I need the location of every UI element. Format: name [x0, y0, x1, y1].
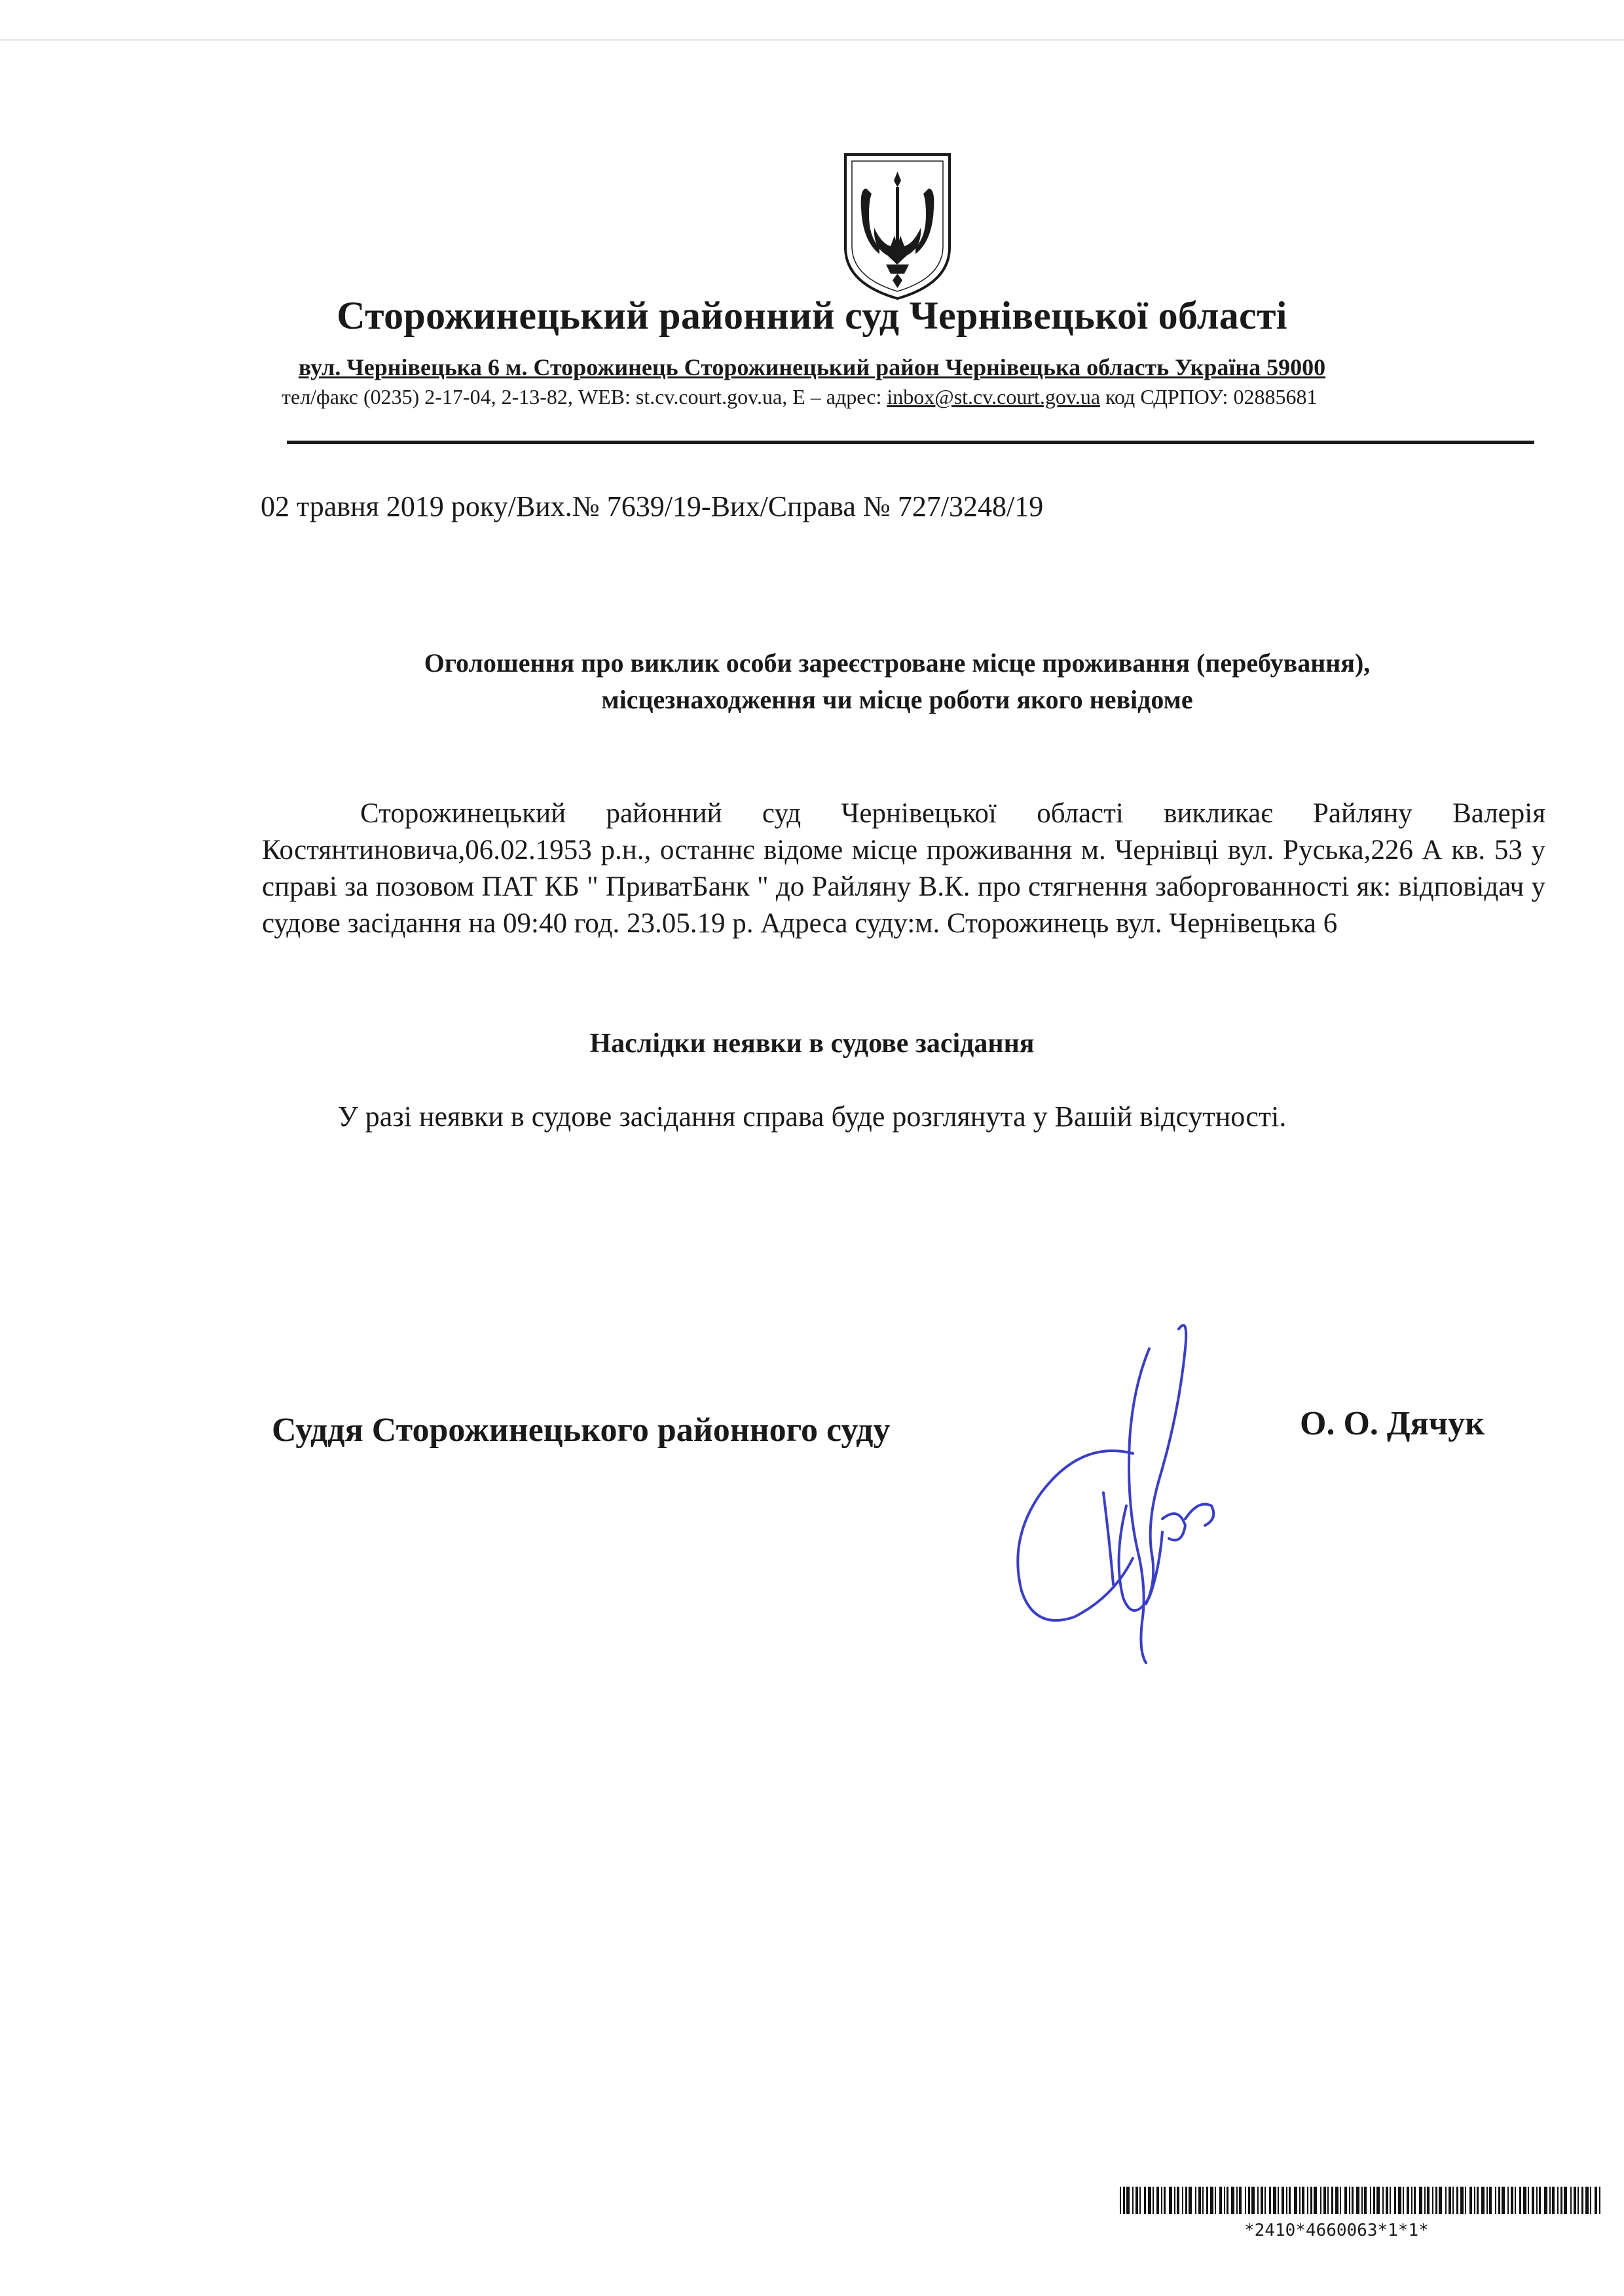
barcode-bar [1294, 2187, 1297, 2214]
barcode-bar [1427, 2187, 1430, 2214]
barcode-bar [1224, 2187, 1225, 2214]
judge-title: Суддя Сторожинецького районного суду [272, 1412, 891, 1449]
barcode-bar [1273, 2187, 1276, 2214]
barcode-bar [1289, 2187, 1291, 2214]
barcode-bar [1398, 2187, 1401, 2214]
barcode-bar [1460, 2187, 1464, 2214]
barcode-bar [1307, 2187, 1308, 2214]
barcode-bar [1590, 2187, 1591, 2214]
announcement-title [196, 645, 1598, 718]
barcode-bar [1511, 2187, 1513, 2214]
consequences-text: У разі неявки в судове засідання справа буде розглянута у Вашій відсутності. [337, 1101, 1287, 1133]
court-address: вул. Чернівецька 6 м. Сторожинець Сторожинецький район Чернівецька область Україна 59000 [298, 354, 1326, 380]
barcode-bar [1407, 2187, 1409, 2214]
barcode-bar [1414, 2187, 1416, 2214]
letterhead-divider [287, 441, 1534, 444]
trident-coat-of-arms-icon [840, 149, 955, 303]
barcode-bar [1251, 2187, 1255, 2214]
barcode-bar [1376, 2187, 1380, 2214]
barcode-bar [1570, 2187, 1572, 2214]
barcode-bar [1219, 2187, 1222, 2214]
barcode-bar [1206, 2187, 1208, 2214]
barcode-bar [1373, 2187, 1375, 2214]
barcode-bar [1481, 2187, 1485, 2214]
barcode-bar [1557, 2187, 1559, 2214]
barcode-bar [1144, 2187, 1146, 2214]
handwritten-signature-icon [982, 1309, 1257, 1702]
barcode-bar [1599, 2187, 1600, 2214]
barcode-bar [1344, 2187, 1347, 2214]
barcode-bar [1419, 2187, 1422, 2214]
judge-name: О. О. Дячук [1300, 1405, 1485, 1442]
contacts-suffix: код СДРПОУ: 02885681 [1100, 385, 1318, 409]
barcode-bar [1139, 2187, 1141, 2214]
barcode-bar [1327, 2187, 1329, 2214]
barcode-bar [1356, 2187, 1359, 2214]
barcode-bar [1432, 2187, 1433, 2214]
barcode-bar [1299, 2187, 1301, 2214]
barcode-bar [1227, 2187, 1228, 2214]
barcode-bar [1164, 2187, 1166, 2214]
barcode-bar [1239, 2187, 1242, 2214]
barcode-bar [1403, 2187, 1404, 2214]
barcode-bar [1174, 2187, 1175, 2214]
barcode-bar [1424, 2187, 1426, 2214]
barcode-bar [1477, 2187, 1479, 2214]
barcode-bar [1185, 2187, 1187, 2214]
barcode-bar [1528, 2187, 1529, 2214]
court-name-heading: Сторожинецький районний суд Чернівецької області [337, 294, 1287, 337]
barcode-bar [1310, 2187, 1312, 2214]
barcode-bar [1282, 2187, 1284, 2214]
barcode-bar [1148, 2187, 1151, 2214]
barcode-bar [1456, 2187, 1458, 2214]
barcode-bar [1544, 2187, 1547, 2214]
barcode-bar [1507, 2187, 1509, 2214]
announcement-title-line-1: Оголошення про виклик особи зареєстроване місце проживання (перебування), [424, 648, 1371, 678]
barcode-bar [1169, 2187, 1172, 2214]
announcement-body-text: Сторожинецький районний суд Чернівецької області викликає Райляну Валерія Костянтиновича,06.02.1953 р.н., останнє відоме місце проживання м. Чернівці вул. Руська,226 А кв. 53 у справі за позовом ПАТ КБ " ПриватБанк " до Райляну В.К. про стягнення заборгованності як: відповідач у судове засідання на 09:40 год. 23.05.19 р. Адреса суду:м. Сторожинець вул. Чернівецька 6 [262, 798, 1545, 939]
barcode-bar [1264, 2187, 1266, 2214]
barcode-bar [1314, 2187, 1317, 2214]
announcement-title-line-2: місцезнаходження чи місце роботи якого невідоме [601, 685, 1193, 714]
barcode-bar [1370, 2187, 1371, 2214]
barcode-bar [1120, 2187, 1121, 2214]
barcode-bar [1286, 2187, 1287, 2214]
barcode-bar [1161, 2187, 1162, 2214]
barcode-icon [1120, 2187, 1604, 2214]
barcode-bar [1236, 2187, 1238, 2214]
barcode-bar [1269, 2187, 1271, 2214]
barcode-bar [1489, 2187, 1492, 2214]
barcode-bar [1215, 2187, 1216, 2214]
reference-line: 02 травня 2019 року/Вих.№ 7639/19-Вих/Справа № 727/3248/19 [261, 490, 1044, 522]
announcement-body [262, 795, 1545, 942]
barcode-bar [1189, 2187, 1192, 2214]
barcode-bar [1302, 2187, 1304, 2214]
scan-edge-line [0, 39, 1624, 41]
barcode-bar [1445, 2187, 1447, 2214]
barcode-bar [1331, 2187, 1333, 2214]
barcode-bar [1578, 2187, 1579, 2214]
barcode-bar [1382, 2187, 1384, 2214]
barcode-bar [1564, 2187, 1567, 2214]
barcode-bar [1323, 2187, 1326, 2214]
barcode-bar [1449, 2187, 1451, 2214]
barcode-bar [1469, 2187, 1472, 2214]
barcode-bar [1135, 2187, 1138, 2214]
barcode-bar [1335, 2187, 1338, 2214]
barcode-bar [1210, 2187, 1213, 2214]
barcode-bar [1257, 2187, 1259, 2214]
barcode-bar [1585, 2187, 1589, 2214]
barcode-bar [1320, 2187, 1321, 2214]
barcode-bar [1439, 2187, 1442, 2214]
barcode-bar [1532, 2187, 1534, 2214]
barcode-bar [1552, 2187, 1555, 2214]
barcode-bar [1198, 2187, 1201, 2214]
barcode-bar [1502, 2187, 1505, 2214]
barcode-bar [1498, 2187, 1500, 2214]
barcode-bar [1132, 2187, 1134, 2214]
barcode-bar [1465, 2187, 1466, 2214]
barcode-bar [1574, 2187, 1576, 2214]
court-email: inbox@st.cv.court.gov.ua [887, 385, 1101, 409]
barcode-bar [1411, 2187, 1412, 2214]
barcode-bar [1560, 2187, 1562, 2214]
paragraph-indent [262, 798, 360, 829]
barcode-bar [1261, 2187, 1263, 2214]
barcode-bar [1486, 2187, 1488, 2214]
barcode-bar [1595, 2187, 1597, 2214]
barcode-bar [1123, 2187, 1125, 2214]
barcode-bar [1474, 2187, 1475, 2214]
barcode-bar [1515, 2187, 1516, 2214]
barcode-bar [1519, 2187, 1521, 2214]
barcode-bar [1231, 2187, 1234, 2214]
barcode-bar [1195, 2187, 1196, 2214]
barcode-bar [1581, 2187, 1583, 2214]
barcode-bar [1435, 2187, 1437, 2214]
barcode-bar [1523, 2187, 1526, 2214]
barcode-bar [1364, 2187, 1367, 2214]
barcode-bar [1340, 2187, 1341, 2214]
barcode-bar [1536, 2187, 1538, 2214]
barcode-bar [1248, 2187, 1250, 2214]
barcode-bar [1177, 2187, 1179, 2214]
barcode-bar [1495, 2187, 1496, 2214]
consequences-heading: Наслідки неявки в судове засідання [589, 1029, 1035, 1059]
barcode-bar [1202, 2187, 1204, 2214]
court-contacts [282, 385, 1526, 409]
barcode-bar [1349, 2187, 1350, 2214]
barcode-bar [1245, 2187, 1246, 2214]
barcode-bar [1156, 2187, 1159, 2214]
barcode-bar [1361, 2187, 1363, 2214]
barcode-bar [1126, 2187, 1130, 2214]
barcode-bar [1452, 2187, 1454, 2214]
barcode-bar [1394, 2187, 1396, 2214]
barcode-bar [1153, 2187, 1154, 2214]
barcode-bar [1182, 2187, 1183, 2214]
barcode-text: *2410*4660063*1*1* [1244, 2221, 1429, 2240]
barcode-bar [1352, 2187, 1354, 2214]
barcode-bar [1390, 2187, 1391, 2214]
contacts-prefix: тел/факс (0235) 2-17-04, 2-13-82, WEB: st.cv.court.gov.ua, E – адрес: [282, 385, 887, 409]
barcode-bar [1278, 2187, 1279, 2214]
barcode-bar [1386, 2187, 1388, 2214]
barcode-bar [1539, 2187, 1541, 2214]
barcode-bar [1549, 2187, 1551, 2214]
